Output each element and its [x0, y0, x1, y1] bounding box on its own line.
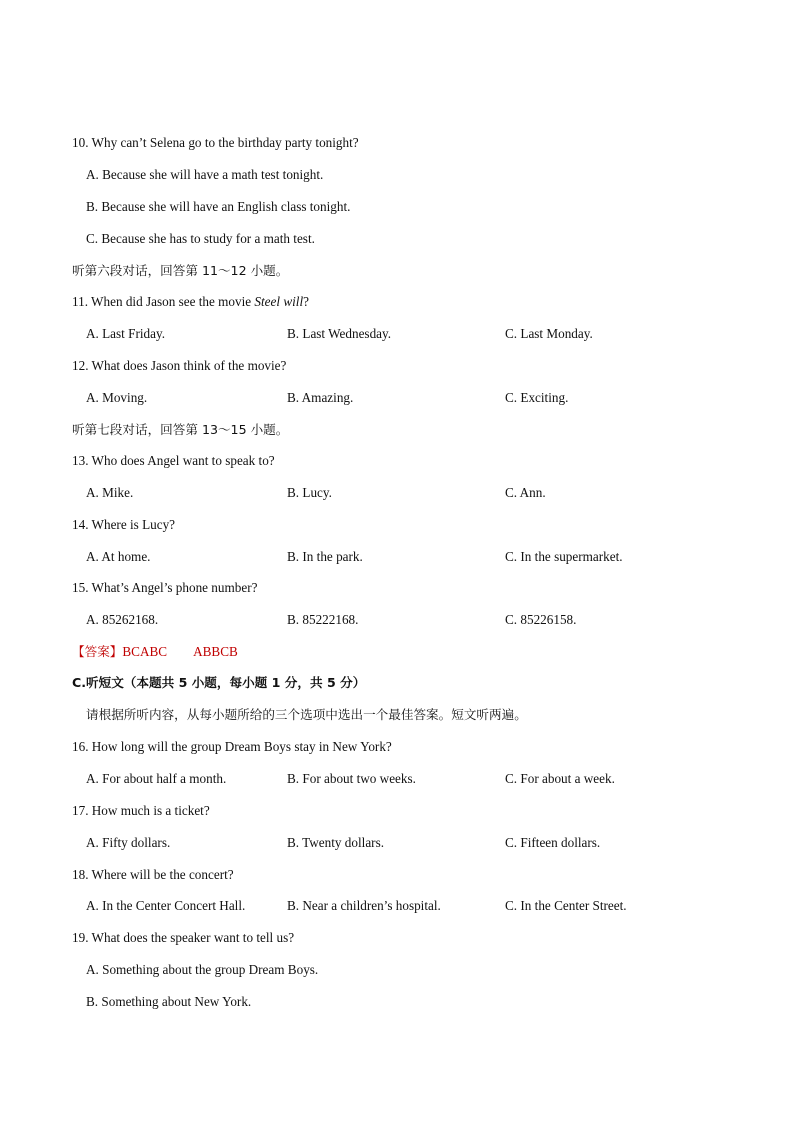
q15-option-c: C. 85226158.	[505, 612, 577, 627]
q12-option-a: A. Moving.	[86, 390, 148, 405]
answer-part-2: ABBCB	[193, 644, 238, 659]
answer-label: 【答案】	[72, 644, 123, 659]
q11-qmark: ?	[303, 294, 309, 309]
q10-option-b: B. Because she will have an English class tonight.	[86, 199, 351, 214]
answer-part-1: BCABC	[122, 644, 168, 659]
q17-option-c: C. Fifteen dollars.	[505, 835, 601, 850]
q11-option-a: A. Last Friday.	[86, 326, 165, 341]
section-7-heading: 听第七段对话，回答第 13～15 小题。	[72, 422, 289, 437]
q12-option-b: B. Amazing.	[287, 390, 354, 405]
q14-option-a: A. At home.	[86, 549, 151, 564]
q11-option-b: B. Last Wednesday.	[287, 326, 392, 341]
question-11	[72, 293, 309, 311]
question-15: 15. What’s Angel’s phone number?	[72, 580, 258, 595]
question-14: 14. Where is Lucy?	[72, 517, 176, 532]
q10-option-a: A. Because she will have a math test tonight.	[86, 167, 324, 182]
q16-option-b: B. For about two weeks.	[287, 771, 416, 786]
q18-option-b: B. Near a children’s hospital.	[287, 898, 441, 913]
question-16: 16. How long will the group Dream Boys stay in New York?	[72, 739, 392, 754]
question-18: 18. Where will be the concert?	[72, 867, 234, 882]
q15-option-a: A. 85262168.	[86, 612, 159, 627]
q12-option-c: C. Exciting.	[505, 390, 569, 405]
q13-option-b: B. Lucy.	[287, 485, 332, 500]
answer-line	[72, 643, 238, 661]
q11-option-c: C. Last Monday.	[505, 326, 593, 341]
section-c-title: C.听短文（本题共 5 小题，每小题 1 分，共 5 分）	[72, 675, 366, 690]
question-19: 19. What does the speaker want to tell us?	[72, 930, 295, 945]
q14-option-b: B. In the park.	[287, 549, 363, 564]
q17-option-a: A. Fifty dollars.	[86, 835, 171, 850]
q19-option-b: B. Something about New York.	[86, 994, 252, 1009]
section-c-instruction: 请根据所听内容，从每小题所给的三个选项中选出一个最佳答案。短文听两遍。	[86, 707, 527, 722]
q13-option-a: A. Mike.	[86, 485, 134, 500]
question-17: 17. How much is a ticket?	[72, 803, 210, 818]
q16-option-c: C. For about a week.	[505, 771, 615, 786]
q15-option-b: B. 85222168.	[287, 612, 359, 627]
q14-option-c: C. In the supermarket.	[505, 549, 623, 564]
q16-option-a: A. For about half a month.	[86, 771, 227, 786]
question-12: 12. What does Jason think of the movie?	[72, 358, 287, 373]
q18-option-c: C. In the Center Street.	[505, 898, 627, 913]
question-10: 10. Why can’t Selena go to the birthday party tonight?	[72, 135, 359, 150]
q11-text: 11. When did Jason see the movie	[72, 294, 255, 309]
q19-option-a: A. Something about the group Dream Boys.	[86, 962, 319, 977]
question-13: 13. Who does Angel want to speak to?	[72, 453, 275, 468]
section-6-heading: 听第六段对话，回答第 11～12 小题。	[72, 263, 289, 278]
q13-option-c: C. Ann.	[505, 485, 546, 500]
q10-option-c: C. Because she has to study for a math test.	[86, 231, 315, 246]
q17-option-b: B. Twenty dollars.	[287, 835, 384, 850]
q11-movie-title: Steel will	[254, 294, 304, 309]
q18-option-a: A. In the Center Concert Hall.	[86, 898, 246, 913]
